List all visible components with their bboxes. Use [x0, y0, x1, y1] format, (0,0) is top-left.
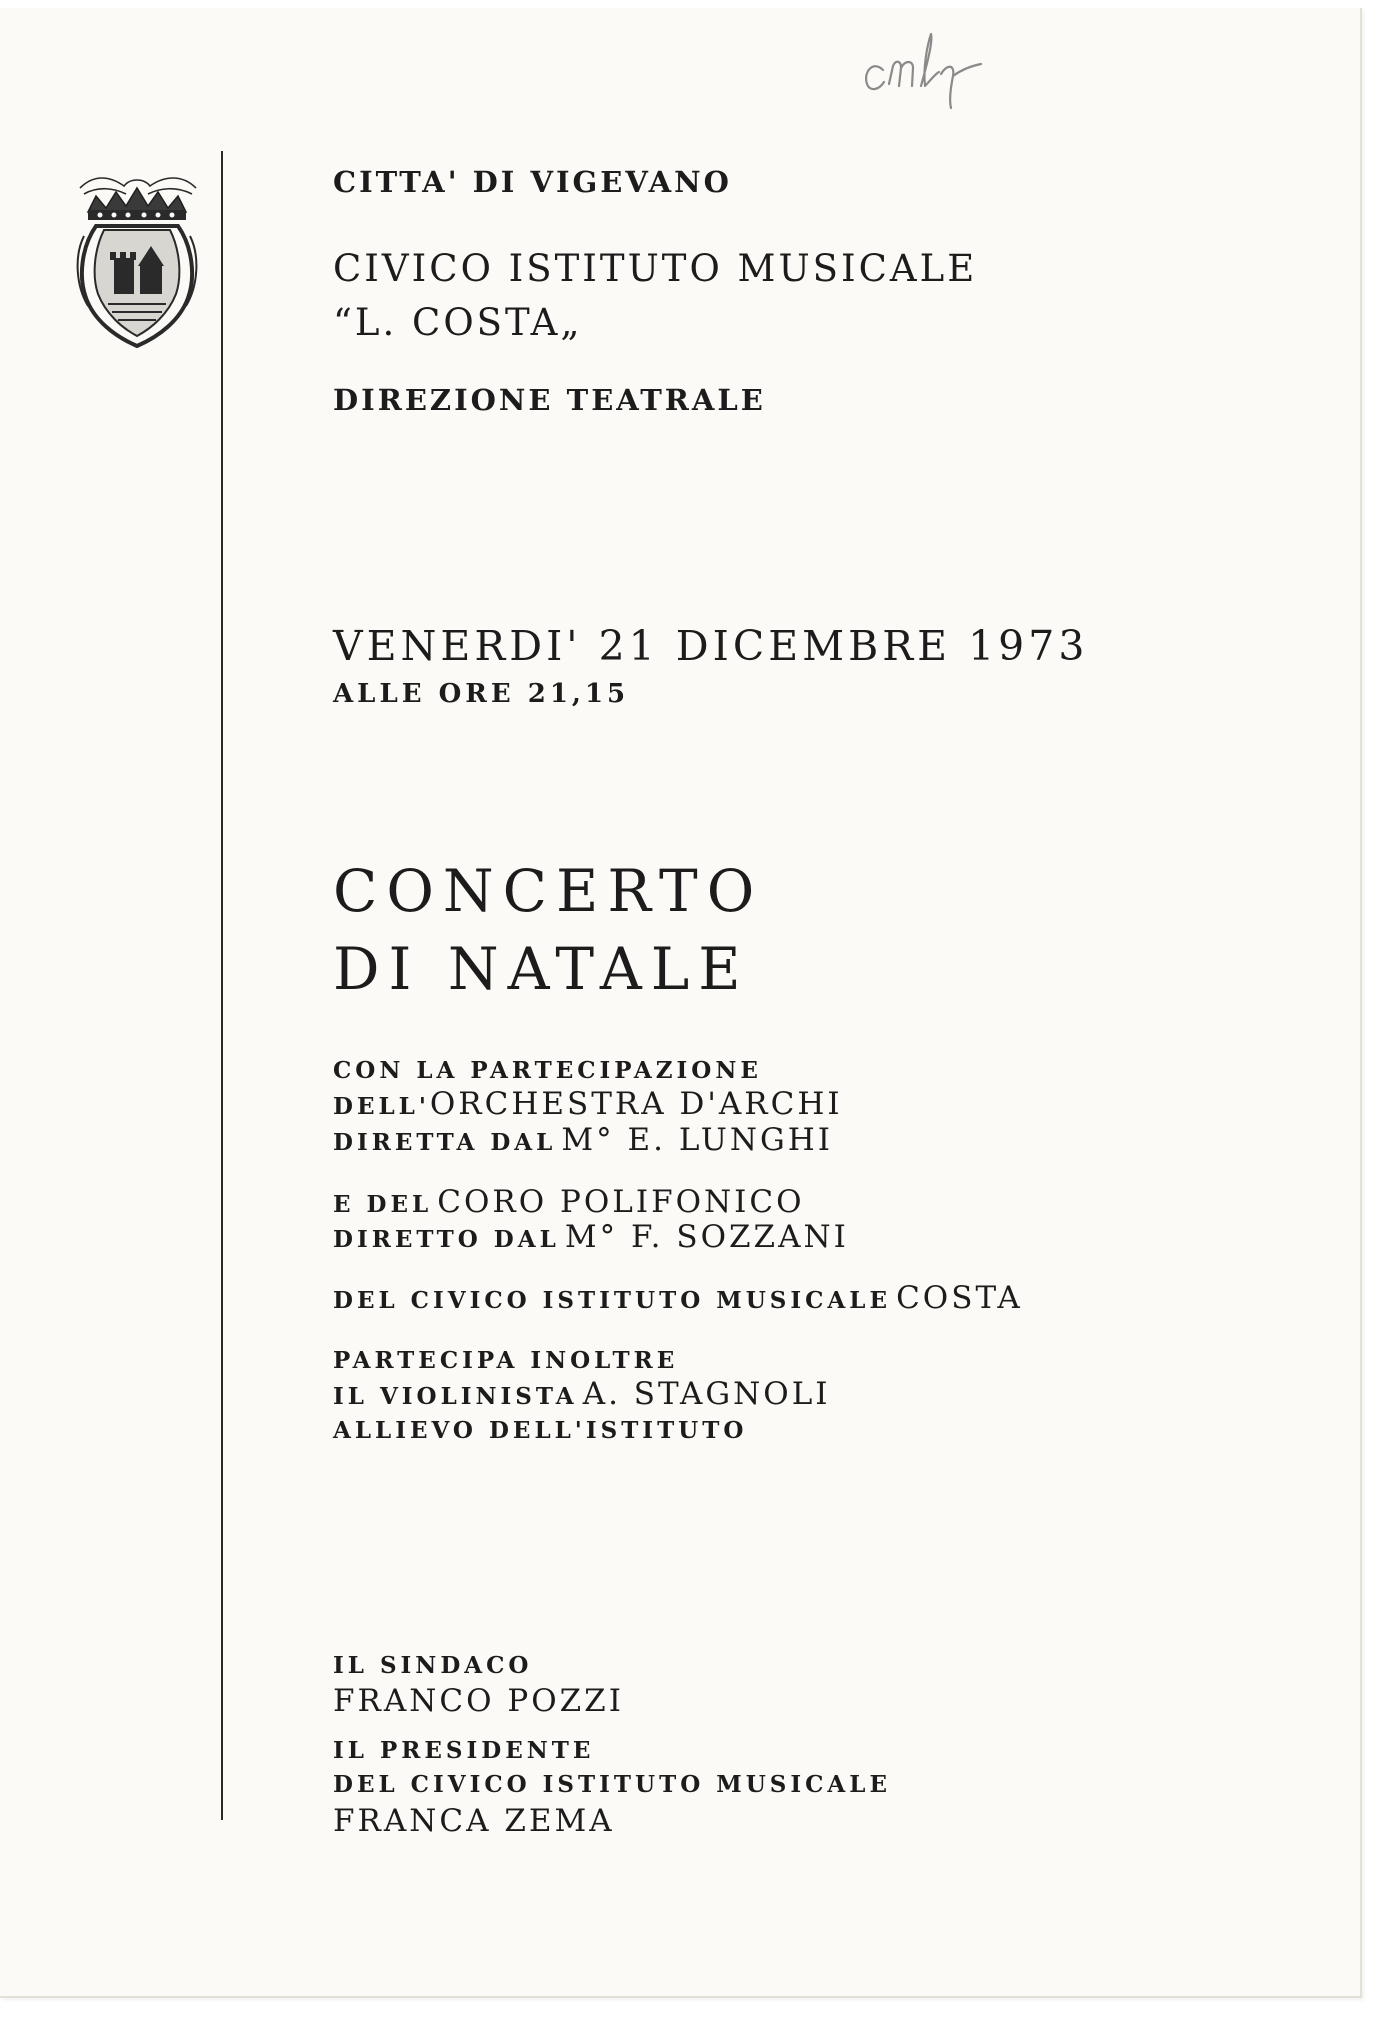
also-participating: PARTECIPA INOLTRE [333, 1347, 679, 1374]
handwritten-annotation [855, 24, 995, 114]
choir-director-prefix: DIRETTO DAL [333, 1226, 560, 1253]
violinist-prefix: IL VIOLINISTA [333, 1383, 578, 1410]
event-time: ALLE ORE 21,15 [333, 679, 630, 709]
choir-prefix: E DEL [333, 1191, 433, 1218]
violinist-note: ALLIEVO DELL'ISTITUTO [333, 1417, 748, 1444]
mayor-name: FRANCO POZZI [333, 1683, 624, 1719]
orchestra-director-line [333, 1122, 834, 1158]
orchestra-line [333, 1086, 843, 1122]
choir-name: CORO POLIFONICO [437, 1184, 805, 1220]
paper-sheet [0, 8, 1362, 1998]
choir-director-line [333, 1219, 849, 1255]
choir-director-name: M° F. SOZZANI [564, 1219, 849, 1255]
concert-title-line1: CONCERTO [333, 857, 764, 925]
violinist-name: A. STAGNOLI [582, 1376, 831, 1412]
president-organisation: DEL CIVICO ISTITUTO MUSICALE [333, 1771, 891, 1798]
institute-credit-name: COSTA [896, 1280, 1023, 1316]
event-date: VENERDI' 21 DICEMBRE 1973 [333, 622, 1089, 670]
mayor-title: IL SINDACO [333, 1652, 533, 1679]
coat-of-arms-icon [74, 166, 200, 352]
orchestra-prefix: DELL' [333, 1093, 430, 1120]
institute-subtitle: “L. COSTA„ [333, 301, 583, 344]
orchestra-director-name: M° E. LUNGHI [561, 1122, 834, 1158]
violinist-line [333, 1376, 831, 1412]
concert-title-line2: DI NATALE [333, 935, 750, 1003]
president-title: IL PRESIDENTE [333, 1737, 595, 1764]
choir-line [333, 1184, 805, 1220]
institute-name: CIVICO ISTITUTO MUSICALE [333, 247, 978, 290]
orchestra-name: ORCHESTRA D'ARCHI [429, 1086, 843, 1122]
participation-intro: CON LA PARTECIPAZIONE [333, 1057, 762, 1084]
president-name: FRANCA ZEMA [333, 1803, 615, 1839]
city-name: CITTA' DI VIGEVANO [333, 165, 732, 199]
vertical-rule [221, 151, 223, 1820]
theatre-direction: DIREZIONE TEATRALE [333, 383, 766, 417]
institute-credit-prefix: DEL CIVICO ISTITUTO MUSICALE [333, 1287, 891, 1314]
orchestra-director-prefix: DIRETTA DAL [333, 1129, 557, 1156]
institute-credit-line [333, 1280, 1023, 1316]
